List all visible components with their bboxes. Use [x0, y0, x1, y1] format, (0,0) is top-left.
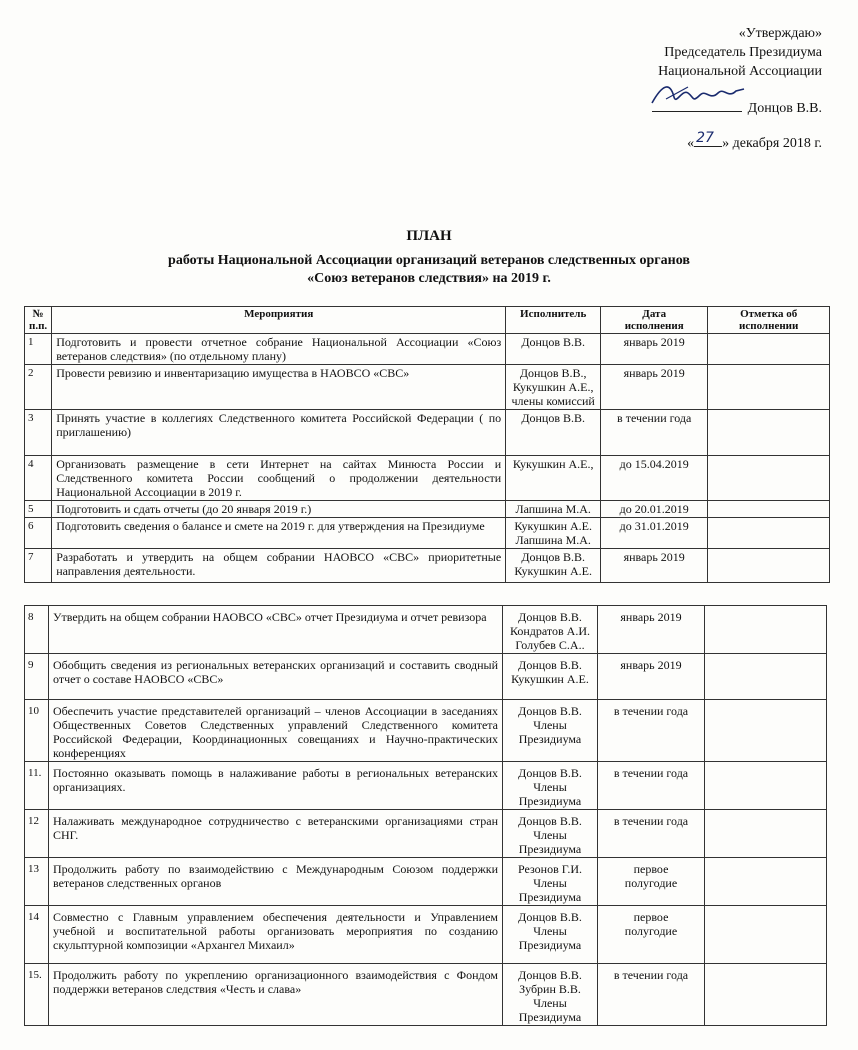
approval-block	[562, 24, 822, 153]
row-mark	[708, 456, 830, 501]
row-date: в течении года	[601, 410, 708, 456]
row-executor: Донцов В.В.	[506, 410, 601, 456]
row-number: 7	[25, 549, 52, 583]
header-mark: Отметка об исполнении	[708, 307, 830, 334]
approval-date	[562, 132, 822, 153]
row-date: в течении года	[598, 810, 705, 858]
table-row	[25, 858, 827, 906]
row-date: первое полугодие	[598, 858, 705, 906]
table-row	[25, 456, 830, 501]
plan-table-part-2	[24, 605, 827, 1026]
table-row	[25, 810, 827, 858]
row-mark	[705, 606, 827, 654]
row-executor: Лапшина М.А.	[506, 501, 601, 518]
row-event: Принять участие в коллегиях Следственного комитета Российской Федерации ( по приглашению)	[52, 410, 506, 456]
plan-table-part-1	[24, 306, 830, 583]
row-event: Организовать размещение в сети Интернет на сайтах Минюста России и Следственного комитета России сообщений о продолжении деятельности Национальной Ассоциации в 2019 г.	[52, 456, 506, 501]
table-row	[25, 700, 827, 762]
header-num: № п.п.	[25, 307, 52, 334]
row-executor: Донцов В.В. Члены Президиума	[503, 700, 598, 762]
row-number: 11.	[25, 762, 49, 810]
row-date: до 31.01.2019	[601, 518, 708, 549]
row-number: 12	[25, 810, 49, 858]
row-executor: Донцов В.В., Кукушкин А.Е., члены комиссий	[506, 365, 601, 410]
row-executor: Резонов Г.И. Члены Президиума	[503, 858, 598, 906]
date-rest: » декабря 2018 г.	[722, 136, 822, 151]
row-date: в течении года	[598, 700, 705, 762]
approval-organization: Национальной Ассоциации	[658, 64, 822, 79]
header-event: Мероприятия	[52, 307, 506, 334]
row-event: Совместно с Главным управлением обеспечения деятельности и Управлением учебной и воспитательной работы организовать мероприятия по созданию скульптурной композиции «Архангел Михаил»	[49, 906, 503, 964]
row-number: 13	[25, 858, 49, 906]
row-executor: Донцов В.В.	[506, 334, 601, 365]
row-number: 10	[25, 700, 49, 762]
table-header-row	[25, 307, 830, 334]
date-day: 27	[696, 130, 714, 146]
row-mark	[705, 762, 827, 810]
row-date: в течении года	[598, 762, 705, 810]
row-event: Подготовить и сдать отчеты (до 20 января 2019 г.)	[52, 501, 506, 518]
row-mark	[708, 334, 830, 365]
row-number: 1	[25, 334, 52, 365]
row-event: Обобщить сведения из региональных ветеранских организаций и составить сводный отчет о составе НАОВСО «СВС»	[49, 654, 503, 700]
header-date: Дата исполнения	[601, 307, 708, 334]
row-number: 4	[25, 456, 52, 501]
row-executor: Кукушкин А.Е.,	[506, 456, 601, 501]
row-executor: Донцов В.В. Кукушкин А.Е.	[503, 654, 598, 700]
signature-line-row	[562, 97, 822, 118]
signer-name: Донцов В.В.	[747, 101, 822, 116]
row-number: 8	[25, 606, 49, 654]
table-body-1	[25, 334, 830, 583]
table-row	[25, 410, 830, 456]
row-date: январь 2019	[601, 549, 708, 583]
row-date: январь 2019	[598, 606, 705, 654]
row-event: Утвердить на общем собрании НАОВСО «СВС» отчет Президиума и отчет ревизора	[49, 606, 503, 654]
table-row	[25, 501, 830, 518]
handwritten-signature	[648, 79, 748, 109]
row-executor: Кукушкин А.Е. Лапшина М.А.	[506, 518, 601, 549]
row-mark	[705, 906, 827, 964]
table-row	[25, 549, 830, 583]
date-day-field	[694, 132, 722, 147]
row-date: до 20.01.2019	[601, 501, 708, 518]
table-row	[25, 762, 827, 810]
row-mark	[705, 700, 827, 762]
row-date: январь 2019	[601, 334, 708, 365]
row-mark	[705, 858, 827, 906]
row-mark	[708, 410, 830, 456]
row-mark	[708, 365, 830, 410]
row-mark	[705, 654, 827, 700]
row-event: Постоянно оказывать помощь в налаживание работы в региональных ветеранских организациях.	[49, 762, 503, 810]
signature-line	[652, 97, 742, 112]
row-mark	[705, 964, 827, 1026]
row-date: в течении года	[598, 964, 705, 1026]
approval-position: Председатель Президиума	[664, 45, 822, 60]
row-executor: Донцов В.В. Члены Президиума	[503, 906, 598, 964]
row-mark	[708, 549, 830, 583]
row-event: Продолжить работу по взаимодействию с Международным Союзом поддержки ветеранов следственных органов	[49, 858, 503, 906]
row-mark	[708, 501, 830, 518]
row-number: 5	[25, 501, 52, 518]
row-number: 2	[25, 365, 52, 410]
row-number: 6	[25, 518, 52, 549]
table-row	[25, 606, 827, 654]
row-executor: Донцов В.В. Члены Президиума	[503, 810, 598, 858]
subtitle-line-2: «Союз ветеранов следствия» на 2019 г.	[307, 271, 551, 286]
row-event: Продолжить работу по укреплению организационного взаимодействия с Фондом поддержки ветеранов следствия «Честь и слава»	[49, 964, 503, 1026]
row-event: Налаживать международное сотрудничество с ветеранскими организациями стран СНГ.	[49, 810, 503, 858]
row-number: 14	[25, 906, 49, 964]
table-row	[25, 365, 830, 410]
approval-heading: «Утверждаю»	[738, 26, 822, 41]
table-row	[25, 906, 827, 964]
row-date: до 15.04.2019	[601, 456, 708, 501]
row-number: 15.	[25, 964, 49, 1026]
row-mark	[705, 810, 827, 858]
row-date: январь 2019	[598, 654, 705, 700]
row-executor: Донцов В.В. Члены Президиума	[503, 762, 598, 810]
subtitle-line-1: работы Национальной Ассоциации организаций ветеранов следственных органов	[168, 253, 690, 268]
row-number: 9	[25, 654, 49, 700]
header-executor: Исполнитель	[506, 307, 601, 334]
table-row	[25, 654, 827, 700]
row-mark	[708, 518, 830, 549]
row-event: Подготовить и провести отчетное собрание Национальной Ассоциации «Союз ветеранов следствия» (по отдельному плану)	[52, 334, 506, 365]
row-event: Подготовить сведения о балансе и смете на 2019 г. для утверждения на Президиуме	[52, 518, 506, 549]
row-event: Провести ревизию и инвентаризацию имущества в НАОВСО «СВС»	[52, 365, 506, 410]
document-title: ПЛАН	[406, 228, 452, 244]
table-row	[25, 334, 830, 365]
row-date: январь 2019	[601, 365, 708, 410]
row-executor: Донцов В.В. Зубрин В.В. Члены Президиума	[503, 964, 598, 1026]
table-row	[25, 518, 830, 549]
date-quote-open: «	[687, 136, 695, 151]
row-number: 3	[25, 410, 52, 456]
row-date: первое полугодие	[598, 906, 705, 964]
table-body-2	[25, 606, 827, 1026]
table-row	[25, 964, 827, 1026]
row-event: Обеспечить участие представителей организаций – членов Ассоциации в заседаниях Общественных Советов Следственных управлений Следственного комитета Российской Федерации, Координационных совещаниях и Научно-практических конференциях	[49, 700, 503, 762]
row-event: Разработать и утвердить на общем собрании НАОВСО «СВС» приоритетные направления деятельности.	[52, 549, 506, 583]
row-executor: Донцов В.В. Кукушкин А.Е.	[506, 549, 601, 583]
row-executor: Донцов В.В. Кондратов А.И. Голубев С.А..	[503, 606, 598, 654]
document-subtitle	[0, 252, 858, 288]
